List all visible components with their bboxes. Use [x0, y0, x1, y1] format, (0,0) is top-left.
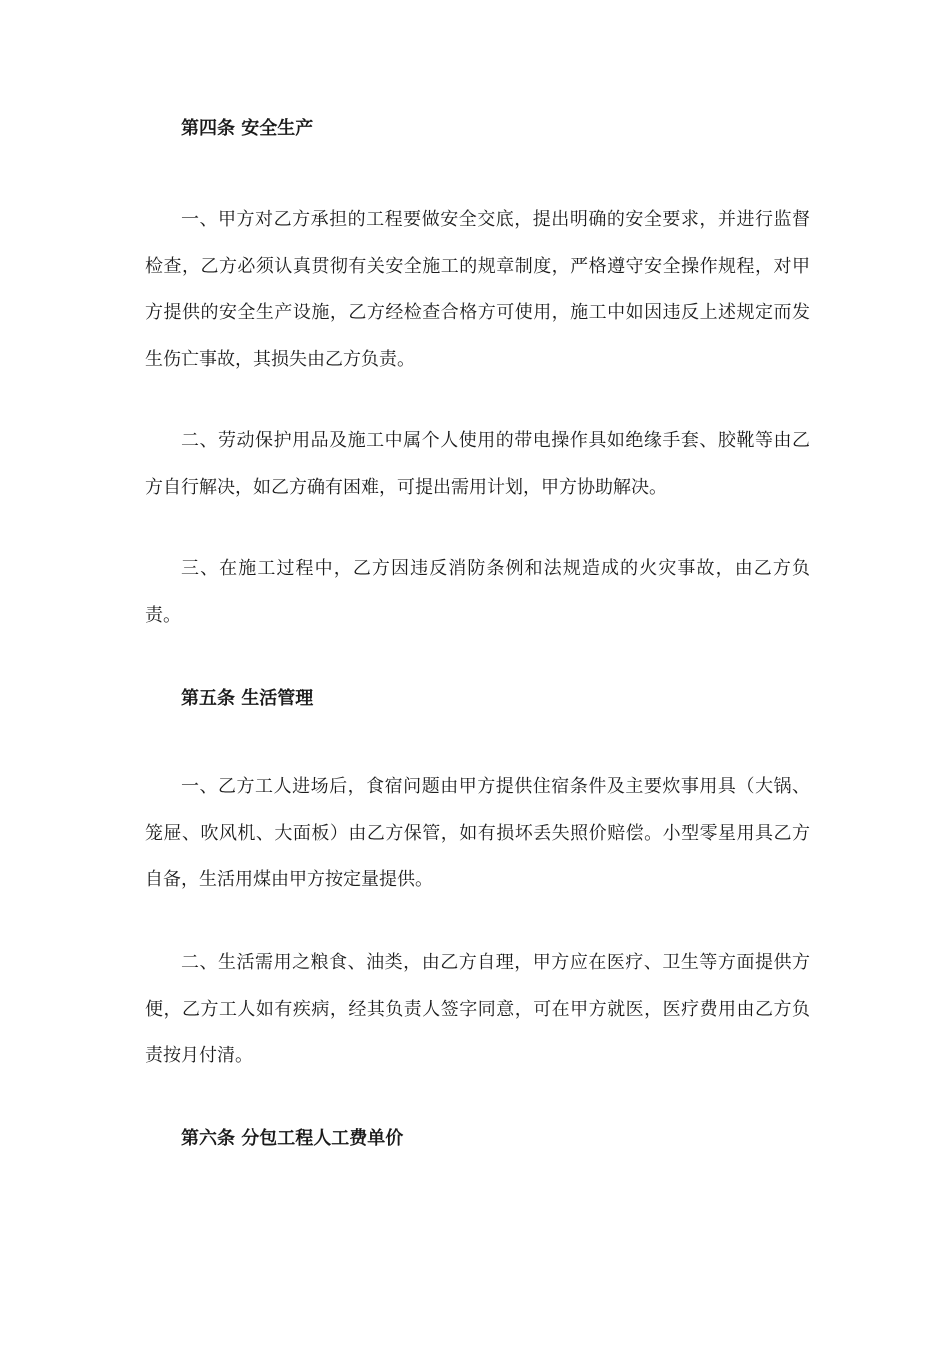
article-4-clause-3: 三、在施工过程中，乙方因违反消防条例和法规造成的火灾事故，由乙方负责。 [145, 558, 810, 626]
article-4-clause-2: 二、劳动保护用品及施工中属个人使用的带电操作具如绝缘手套、胶靴等由乙方自行解决，如乙方确有困难，可提出需用计划，甲方协助解决。 [145, 430, 810, 498]
article-5-title: 第五条 生活管理 [181, 688, 314, 709]
article-6-title: 第六条 分包工程人工费单价 [181, 1128, 404, 1149]
article-5-clause-1: 一、乙方工人进场后，食宿问题由甲方提供住宿条件及主要炊事用具（大锅、笼屉、吹风机、大面板）由乙方保管，如有损坏丢失照价赔偿。小型零星用具乙方自备，生活用煤由甲方按定量提供。 [145, 776, 810, 890]
article-5-clause-2: 二、生活需用之粮食、油类，由乙方自理，甲方应在医疗、卫生等方面提供方便，乙方工人如有疾病，经其负责人签字同意，可在甲方就医，医疗费用由乙方负责按月付清。 [145, 952, 810, 1066]
article-4-clause-1: 一、甲方对乙方承担的工程要做安全交底，提出明确的安全要求，并进行监督检查，乙方必须认真贯彻有关安全施工的规章制度，严格遵守安全操作规程，对甲方提供的安全生产设施，乙方经检查合格方可使用，施工中如因违反上述规定而发生伤亡事故，其损失由乙方负责。 [145, 209, 810, 370]
article-4-title: 第四条 安全生产 [181, 118, 314, 139]
